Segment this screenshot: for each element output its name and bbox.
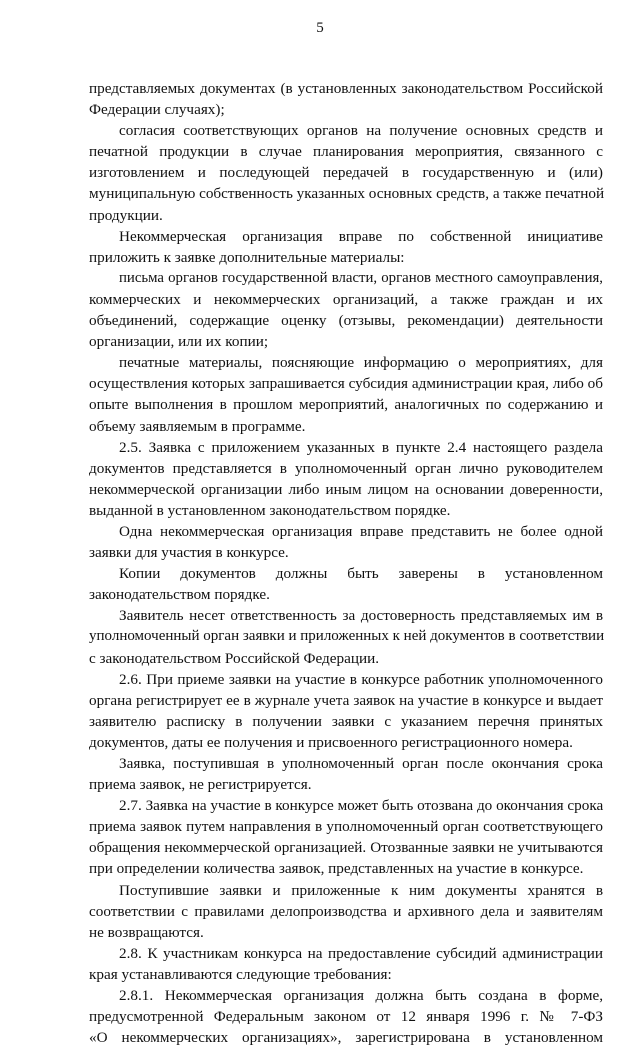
text-line: обращения некоммерческой организацией. Отозванные заявки не учитываются	[89, 839, 603, 857]
text-line: изготовлением и последующей передачей в государственную и (или)	[89, 164, 603, 182]
text-line: заявителю расписку в получении заявки с указанием перечня принятых	[89, 712, 603, 730]
text-line: Одна некоммерческая организация вправе представить не более одной	[119, 522, 603, 540]
text-line: приема заявок путем направления в уполномоченный орган соответствующего	[89, 818, 603, 836]
text-line: 2.5. Заявка с приложением указанных в пункте 2.4 настоящего раздела	[119, 438, 603, 456]
text-line: 2.6. При приеме заявки на участие в конкурсе работник уполномоченного	[119, 670, 603, 688]
text-line: приложить к заявке дополнительные материалы:	[89, 248, 405, 266]
text-line: не возвращаются.	[89, 923, 204, 941]
text-line: печатной продукции в случае планирования мероприятия, связанного с	[89, 143, 603, 161]
text-line: Заявка, поступившая в уполномоченный орган после окончания срока	[119, 755, 603, 772]
text-line: приема заявок, не регистрируется.	[89, 776, 312, 794]
text-line: предусмотренной Федеральным законом от 12 января 1996 г. № 7-ФЗ	[89, 1008, 603, 1026]
text-line: коммерческих и некоммерческих организаций, а также граждан и их	[89, 290, 603, 308]
text-line: заявки для участия в конкурсе.	[89, 544, 289, 562]
page-number: 5	[316, 20, 324, 36]
text-line: при определении количества заявок, представленных на участие в конкурсе.	[89, 860, 584, 878]
text-line: органа регистрирует ее в журнале учета заявок на участие в конкурсе и выдает	[89, 691, 603, 709]
text-line: организации, или их копии;	[89, 333, 269, 351]
text-line: выданной в установленном законодательством порядке.	[89, 501, 451, 519]
text-line: продукции.	[89, 206, 163, 224]
text-line: Федерации случаях);	[89, 101, 225, 119]
text-line: некоммерческой организации либо иным лицом на основании доверенности,	[89, 480, 603, 498]
text-line: края устанавливаются следующие требования:	[89, 965, 392, 983]
text-line: 2.8. К участникам конкурса на предоставление субсидий администрации	[119, 944, 603, 962]
text-line: 2.8.1. Некоммерческая организация должна быть создана в форме,	[119, 987, 603, 1005]
text-line: письма органов государственной власти, органов местного самоуправления,	[119, 269, 603, 286]
text-line: «О некоммерческих организациях», зарегистрирована в установленном	[89, 1029, 603, 1047]
text-line: с законодательством Российской Федерации.	[89, 649, 380, 667]
text-line: опыте выполнения в прошлом мероприятий, аналогичных по содержанию и	[89, 396, 603, 414]
text-line: Поступившие заявки и приложенные к ним документы хранятся в	[119, 881, 603, 899]
text-line: соответствии с правилами делопроизводства и архивного дела и заявителям	[89, 902, 603, 920]
text-line: объединений, содержащие оценку (отзывы, рекомендации) деятельности	[89, 312, 603, 330]
text-line: Некоммерческая организация вправе по собственной инициативе	[119, 227, 603, 245]
text-line: объему заявляемым в программе.	[89, 417, 306, 435]
text-line: законодательством порядке.	[89, 586, 270, 604]
text-line: 2.7. Заявка на участие в конкурсе может быть отозвана до окончания срока	[119, 797, 604, 815]
text-line: Заявитель несет ответственность за достоверность представляемых им в	[119, 607, 603, 625]
text-line: печатные материалы, поясняющие информацию о мероприятиях, для	[119, 354, 603, 372]
text-line: документов представляется в уполномоченный орган лично руководителем	[89, 459, 603, 477]
text-line: документов, даты ее получения и присвоенного регистрационного номера.	[89, 733, 573, 751]
text-line: муниципальную собственность указанных основных средств, а также печатной	[89, 185, 605, 203]
text-line: Копии документов должны быть заверены в установленном	[119, 565, 603, 583]
document-body	[89, 78, 603, 1048]
text-line: согласия соответствующих органов на получение основных средств и	[119, 122, 603, 140]
text-line: осуществления которых запрашивается субсидия администрации края, либо об	[89, 375, 603, 393]
text-line: уполномоченный орган заявки и приложенных к ней документов в соответствии	[89, 628, 605, 645]
text-line: представляемых документах (в установленных законодательством Российской	[89, 80, 603, 97]
